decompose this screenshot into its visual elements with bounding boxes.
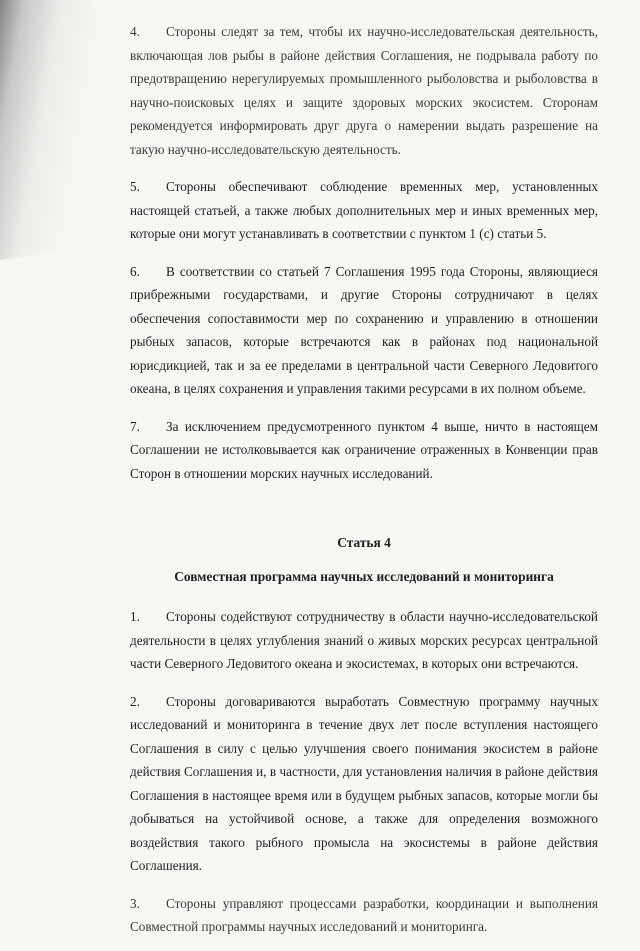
paragraph-number: 4. [130,24,140,39]
paragraph-text: За исключением предусмотренного пунктом 4 выше, ничто в настоящем Соглашении не истолковывается как ограничение отраженных в Конвенции прав Сторон в отношении морских научных исследований. [130,418,598,481]
article-4-paragraph-3 [130,892,598,939]
document-page [130,20,598,951]
paragraph-5 [130,175,598,246]
paragraph-text: Стороны обеспечивают соблюдение временных мер, установленных настоящей статьей, а также любых дополнительных мер и иных временных мер, которые они могут устанавливать в соответствии с пунктом 1 (с) статьи 5. [130,179,598,241]
scan-edge-shadow [0,0,95,260]
paragraph-text: Стороны следят за тем, чтобы их научно-исследовательская деятельность, включающая лов рыбы в районе действия Соглашения, не подрывала работу по предотвращению нерегулируемых промышленного рыболовства и рыболовства в научно-поисковых целях и защите здоровых морских экосистем. Сторонам рекомендуется информировать друг друга о намерении выдать разрешение на такую научно-исследовательскую деятельность. [130,24,598,157]
paragraph-4 [130,20,598,161]
paragraph-number: 5. [130,179,140,194]
paragraph-text: Стороны содействуют сотрудничеству в области научно-исследовательской деятельности в целях углубления знаний о живых морских ресурсах центральной части Северного Ледовитого океана и экосистемах, в которых они встречаются. [130,609,598,671]
paragraph-number: 3. [130,895,140,911]
paragraph-number: 7. [130,418,140,434]
article-heading: Совместная программа научных исследований и мониторинга [174,569,554,584]
article-4-paragraph-1 [130,605,598,676]
article-title: Статья 4 [337,535,391,550]
paragraph-text: Стороны управляют процессами разработки, координации и выполнения Совместной программы научных исследований и мониторинга. [130,895,598,934]
article-4-paragraph-2 [130,690,598,878]
paragraph-text: Стороны договариваются выработать Совместную программу научных исследований и мониторинга в течение двух лет после вступления настоящего Соглашения в силу с целью улучшения своего понимания экосистем в районе действия Соглашения и, в частности, для установления наличия в районе действия Соглашения в настоящее время или в будущем рыбных запасов, которые могли бы добываться на устойчивой основе, а также для определения возможного воздействия такого рыбного промысла на экосистемы в районе действия Соглашения. [130,693,598,873]
paragraph-number: 1. [130,609,140,624]
paragraph-number: 2. [130,693,140,709]
paragraph-7 [130,415,598,486]
paragraph-text: В соответствии со статьей 7 Соглашения 1995 года Стороны, являющиеся прибрежными государствами, и другие Стороны сотрудничают в целях обеспечения сопоставимости мер по сохранению и управлению в отношении рыбных запасов, которые встречаются как в районах под национальной юрисдикцией, так и за ее пределами в центральной части Северного Ледовитого океана, в целях сохранения и управления такими ресурсами в их полном объеме. [130,263,598,396]
paragraph-6 [130,260,598,401]
paragraph-number: 6. [130,263,140,279]
